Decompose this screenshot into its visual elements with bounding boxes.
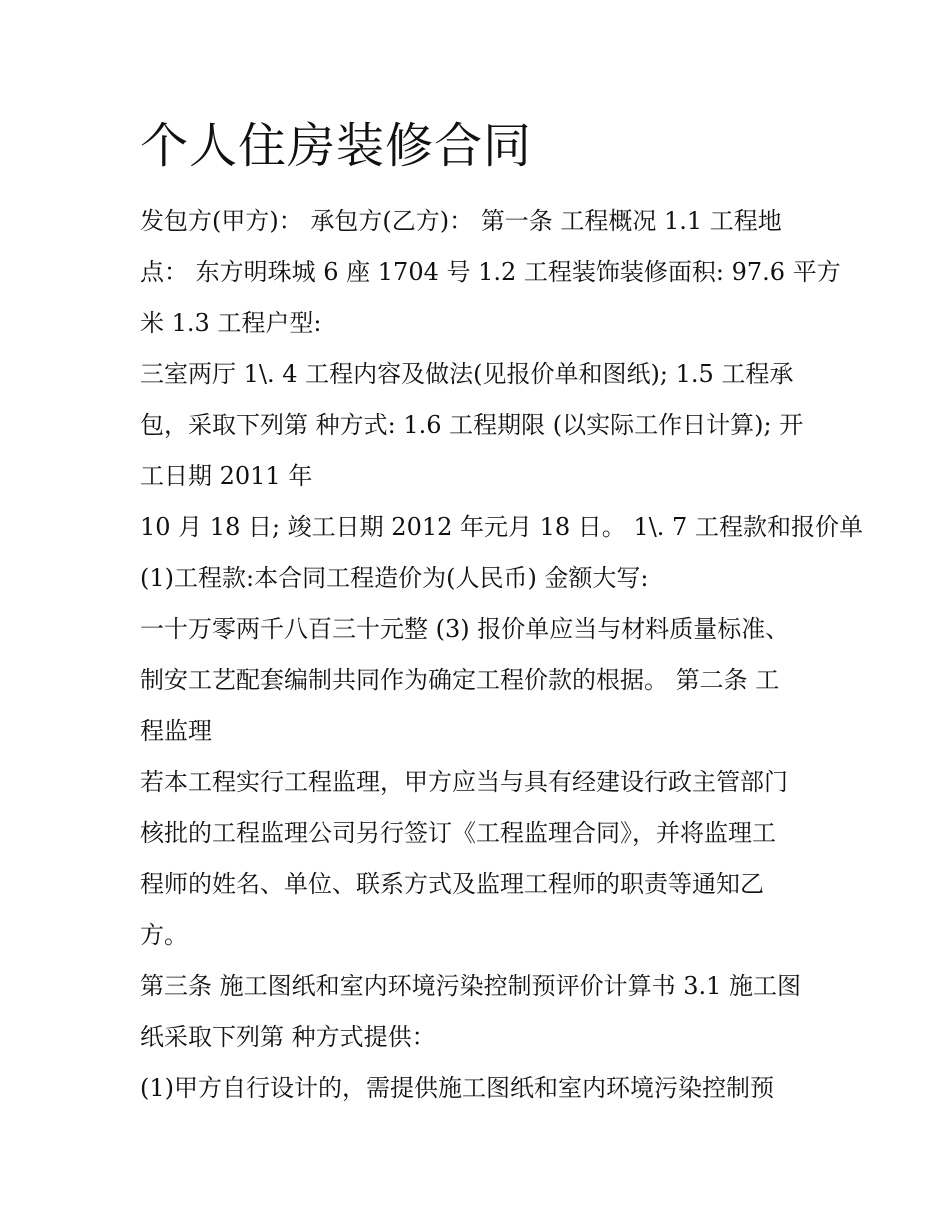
paragraph-self-design xyxy=(140,1063,820,1114)
text-line: 程师的姓名、单位、联系方式及监理工程师的职责等通知乙 xyxy=(140,870,764,898)
text-line: 米 1.3 工程户型: xyxy=(140,309,322,337)
paragraph-amount-in-words xyxy=(140,604,820,757)
paragraph-completion-date xyxy=(140,502,863,553)
text-line: 10 月 18 日; 竣工日期 2012 年元月 18 日。 1\. 7 工程款和报价单 xyxy=(140,513,863,541)
document-body xyxy=(140,196,863,1114)
text-line: 核批的工程监理公司另行签订《工程监理合同》，并将监理工 xyxy=(140,819,776,847)
text-line: 发包方(甲方)： 承包方(乙方)： 第一条 工程概况 1.1 工程地 xyxy=(140,207,782,235)
paragraph-project-price xyxy=(140,553,820,604)
text-line: 第三条 施工图纸和室内环境污染控制预评价计算书 3.1 施工图 xyxy=(140,972,802,1000)
paragraph-project-scope xyxy=(140,349,820,502)
text-line: 纸采取下列第 种方式提供： xyxy=(140,1023,436,1051)
paragraph-drawings xyxy=(140,961,820,1063)
text-line: 方。 xyxy=(140,921,188,949)
text-line: 包，采取下列第 种方式: 1.6 工程期限 (以实际工作日计算); 开 xyxy=(140,411,804,439)
text-line: 程监理 xyxy=(140,717,212,745)
document-title: 个人住房装修合同 xyxy=(140,118,533,174)
text-line: 一十万零两千八百三十元整 (3) 报价单应当与材料质量标准、 xyxy=(140,615,790,643)
text-line: 工日期 2011 年 xyxy=(140,462,313,490)
text-line: 三室两厅 1\. 4 工程内容及做法(见报价单和图纸); 1.5 工程承 xyxy=(140,360,794,388)
text-line: 若本工程实行工程监理，甲方应当与具有经建设行政主管部门 xyxy=(140,768,788,796)
paragraph-supervision xyxy=(140,757,820,961)
text-line: 制安工艺配套编制共同作为确定工程价款的根据。 第二条 工 xyxy=(140,666,780,694)
text-line: (1)甲方自行设计的，需提供施工图纸和室内环境污染控制预 xyxy=(140,1074,774,1102)
text-line: (1)工程款:本合同工程造价为(人民币) 金额大写: xyxy=(140,564,649,592)
text-line: 点： 东方明珠城 6 座 1704 号 1.2 工程装饰装修面积: 97.6 平方 xyxy=(140,258,841,286)
paragraph-project-overview xyxy=(140,196,841,349)
